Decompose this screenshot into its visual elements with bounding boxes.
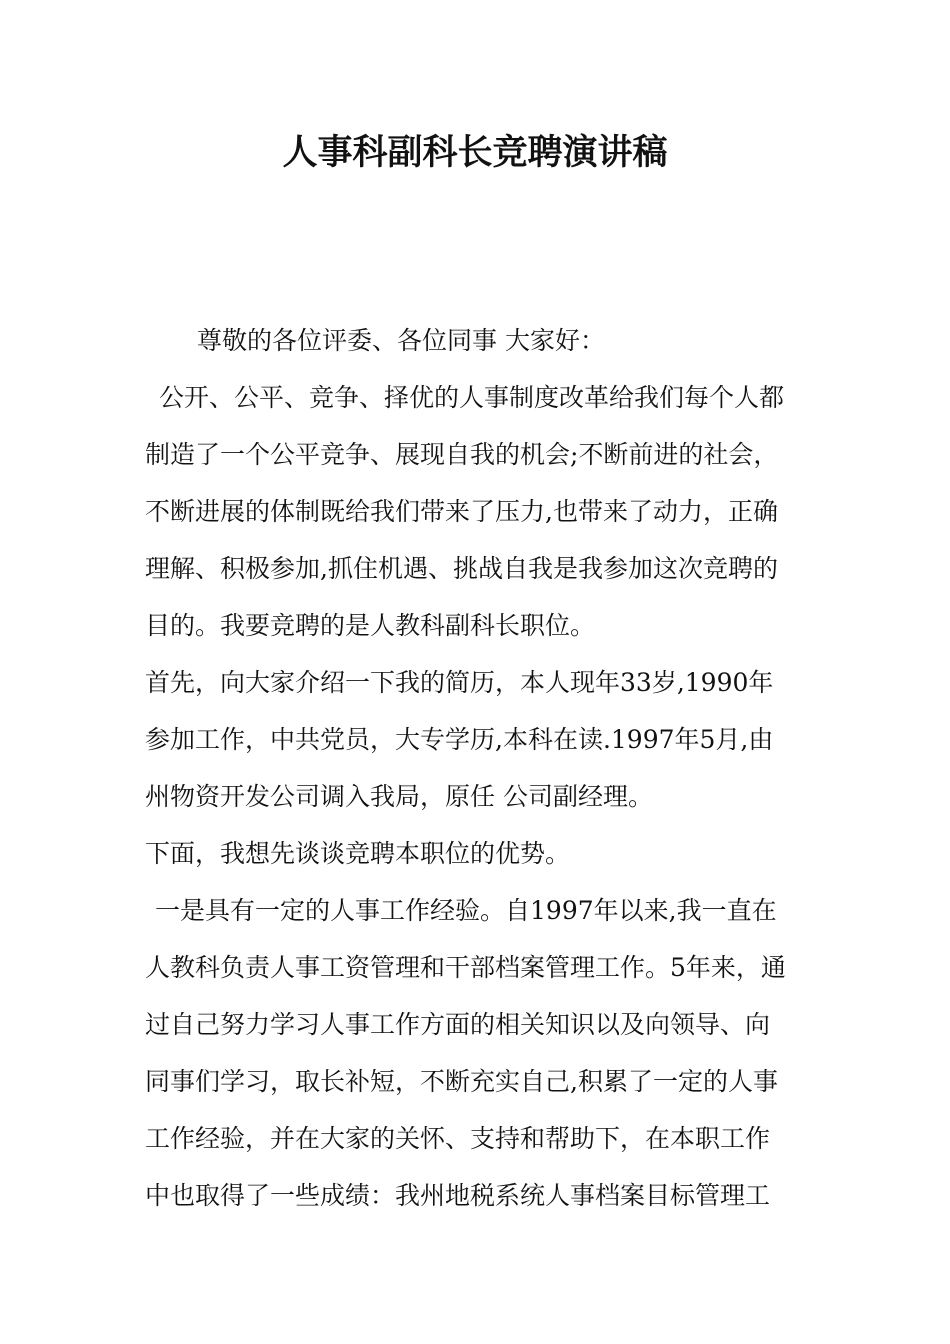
text-line: 同事们学习，取长补短，不断充实自己,积累了一定的人事 (145, 1067, 778, 1096)
text-line: 一是具有一定的人事工作经验。自1997年以来,我一直在 (155, 896, 777, 925)
text-line: 公开、公平、竞争、择优的人事制度改革给我们每个人都 (159, 383, 785, 412)
text-line: 目的。我要竞聘的是人教科副科长职位。 (145, 611, 596, 640)
text-line: 制造了一个公平竞争、展现自我的机会;不断前进的社会， (145, 440, 779, 469)
text-line: 中也取得了一些成绩：我州地税系统人事档案目标管理工 (145, 1181, 771, 1210)
text-line: 不断进展的体制既给我们带来了压力,也带来了动力，正确 (145, 497, 778, 526)
salutation-line: 尊敬的各位评委、各位同事 大家好： (197, 326, 605, 355)
text-line: 人教科负责人事工资管理和干部档案管理工作。5年来，通 (145, 953, 786, 982)
text-line: 首先，向大家介绍一下我的简历，本人现年33岁,1990年 (145, 668, 774, 697)
document-body (145, 312, 810, 1224)
text-line: 州物资开发公司调入我局，原任 公司副经理。 (145, 782, 653, 811)
text-line: 工作经验，并在大家的关怀、支持和帮助下，在本职工作 (145, 1124, 771, 1153)
text-line: 下面，我想先谈谈竞聘本职位的优势。 (145, 839, 571, 868)
text-line: 理解、积极参加,抓住机遇、挑战自我是我参加这次竞聘的 (145, 554, 778, 583)
text-line: 过自己努力学习人事工作方面的相关知识以及向领导、向 (145, 1010, 771, 1039)
document-title: 人事科副科长竞聘演讲稿 (282, 133, 668, 173)
text-line: 参加工作，中共党员，大专学历,本科在读.1997年5月,由 (145, 725, 774, 754)
